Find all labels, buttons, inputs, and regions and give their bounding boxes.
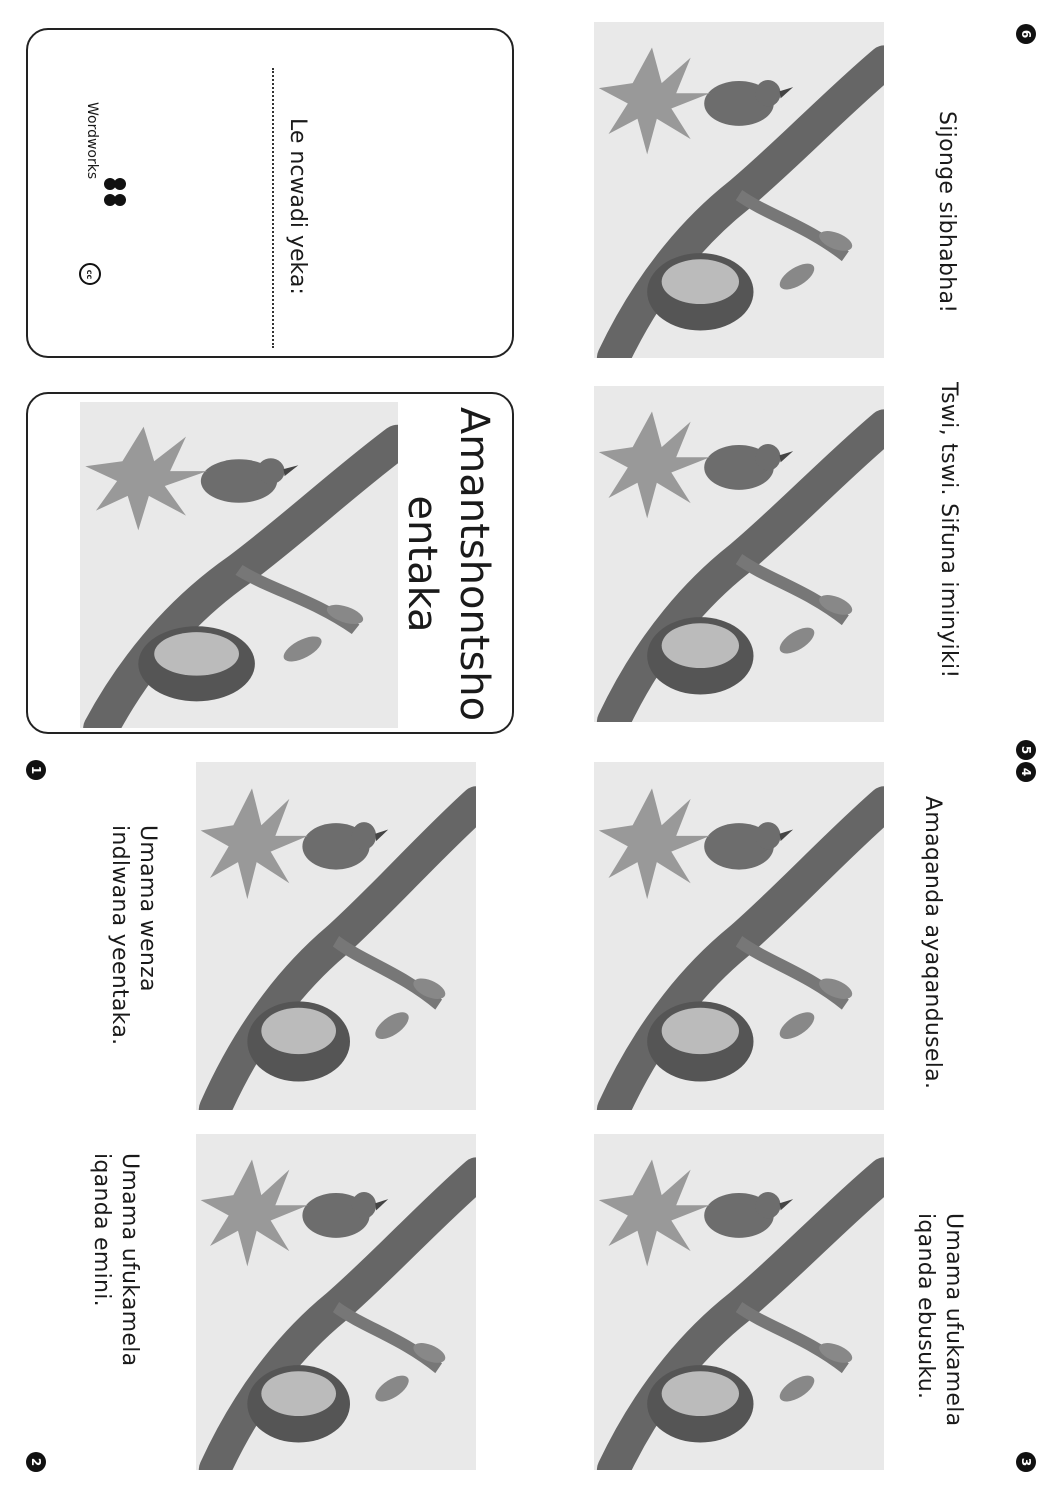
page-3-caption-line-1: Umama ufukamela xyxy=(941,1213,966,1427)
page-5-caption-line-1: Tswi, tswi. Sifuna iminyiki! xyxy=(936,382,961,679)
page-3-caption-line-2: iqanda ebusuku. xyxy=(913,1213,938,1400)
page-3-illustration xyxy=(594,1134,884,1470)
cover-title-line-2: entaka xyxy=(399,495,445,633)
page-4-caption xyxy=(918,796,946,1096)
page-number-6: 6 xyxy=(1016,24,1036,44)
page-1-caption-line-1: Umama wenza xyxy=(135,825,160,992)
page-4-caption-line-1: Amaqanda ayaqandusela. xyxy=(920,796,945,1090)
owner-name-line[interactable] xyxy=(272,68,274,348)
page-number-4: 4 xyxy=(1016,762,1036,782)
cover-illustration xyxy=(80,402,398,728)
page-4-illustration xyxy=(594,762,884,1110)
page-2-caption-line-1: Umama ufukamela xyxy=(117,1153,142,1367)
wordworks-logo-icon xyxy=(102,176,128,210)
cover-title xyxy=(396,404,500,724)
page-5-caption xyxy=(934,382,962,722)
page-5-illustration xyxy=(594,386,884,722)
page-6-caption xyxy=(932,111,960,351)
cover-panel xyxy=(26,392,514,734)
page-2-illustration xyxy=(196,1134,476,1470)
page-2-caption xyxy=(87,1153,143,1367)
page-3-caption xyxy=(911,1213,967,1453)
brand-name: Wordworks xyxy=(84,102,100,180)
page-1-caption xyxy=(105,825,161,1045)
page-number-2: 2 xyxy=(26,1452,46,1472)
page-number-1: 1 xyxy=(26,760,46,780)
page-1-illustration xyxy=(196,762,476,1110)
page-number-5: 5 xyxy=(1016,740,1036,760)
page-number-3: 3 xyxy=(1016,1452,1036,1472)
page-2-caption-line-2: iqanda emini. xyxy=(89,1153,114,1307)
page-1-caption-line-2: indlwana yeentaka. xyxy=(107,825,132,1046)
cc-icon: cc xyxy=(79,263,101,285)
owner-panel xyxy=(26,28,514,358)
page-6-illustration xyxy=(594,22,884,358)
page-6-caption-line-1: Sijonge sibhabha! xyxy=(934,111,959,314)
cover-title-line-1: Amantshontsho xyxy=(451,406,497,722)
owner-label: Le ncwadi yeka: xyxy=(285,118,310,295)
